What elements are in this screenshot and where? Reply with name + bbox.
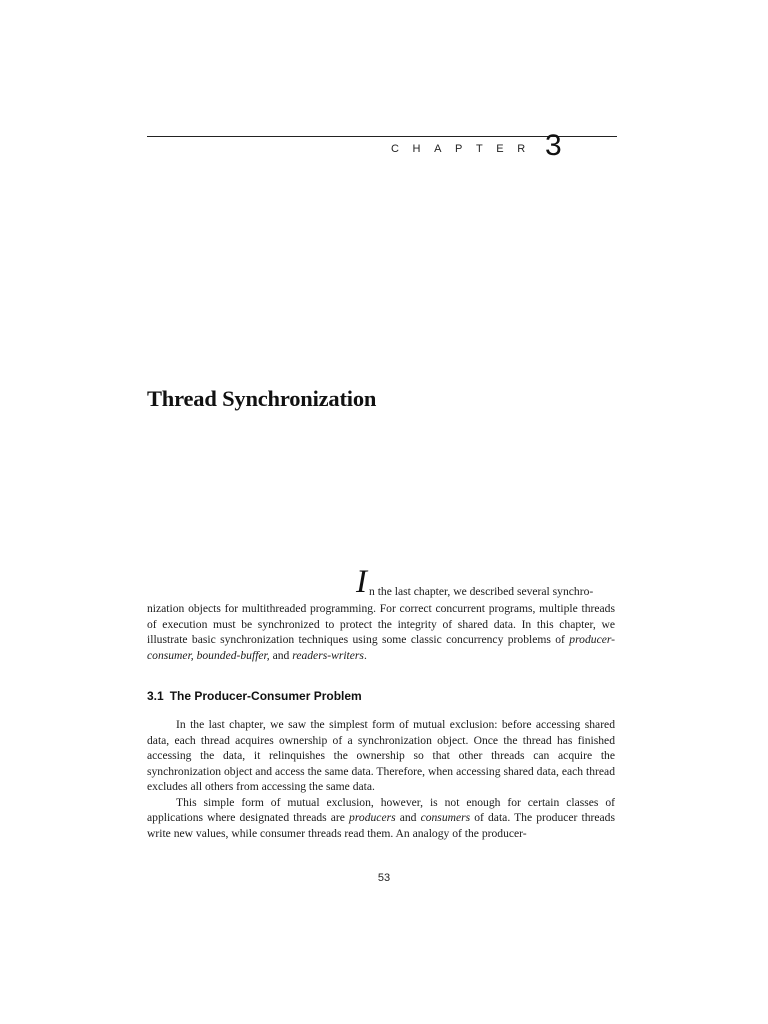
paragraph-2-text-b: and: [395, 811, 421, 824]
section-paragraph-2: [147, 795, 615, 842]
intro-first-line: [356, 564, 615, 600]
intro-first-line-text: n the last chapter, we described several synchro-: [369, 585, 594, 598]
section-title: The Producer-Consumer Problem: [169, 689, 362, 703]
term-consumers: consumers: [420, 811, 471, 824]
paragraph-2-text-c: of data. The producer threads write new values, while consumer threads read them. An analogy of the producer-: [147, 811, 615, 840]
chapter-label: CHAPTER: [391, 143, 539, 155]
intro-and: and: [269, 648, 293, 662]
drop-cap: I: [356, 564, 367, 600]
intro-term-producer-consumer: producer-consumer, bounded-buffer,: [147, 633, 615, 662]
intro-paragraph: [147, 601, 615, 663]
intro-term-readers-writers: readers-writers: [292, 648, 364, 662]
intro-paragraph-text: [147, 601, 615, 663]
term-producers: producers: [349, 811, 396, 824]
section-paragraph-1: In the last chapter, we saw the simplest form of mutual exclusion: before accessing shared data, each thread acquires ownership of a synchronization object. Once the thread has finished accessing the data, it relinquishes the ownership so that other threads can acquire the synchronization object and access the same data. Therefore, when accessing shared data, each thread excludes all others from accessing the same data.: [147, 718, 615, 793]
chapter-number: 3: [545, 129, 562, 162]
section-heading: [147, 689, 362, 703]
section-number: 3.1: [147, 689, 164, 703]
section-body: [147, 717, 615, 841]
page-number: 53: [377, 872, 391, 884]
chapter-title: Thread Synchronization: [147, 386, 377, 411]
paragraph-2-text-a: This simple form of mutual exclusion, however, is not enough for certain classes of applications where designated threads are: [147, 795, 615, 824]
intro-text: nization objects for multithreaded programming. For correct concurrent programs, multiple threads of execution must be synchronized to protect the integrity of shared data. In this chapter, we illustrate basic synchronization techniques using some classic concurrency problems of: [147, 602, 615, 646]
intro-period: .: [363, 648, 367, 662]
